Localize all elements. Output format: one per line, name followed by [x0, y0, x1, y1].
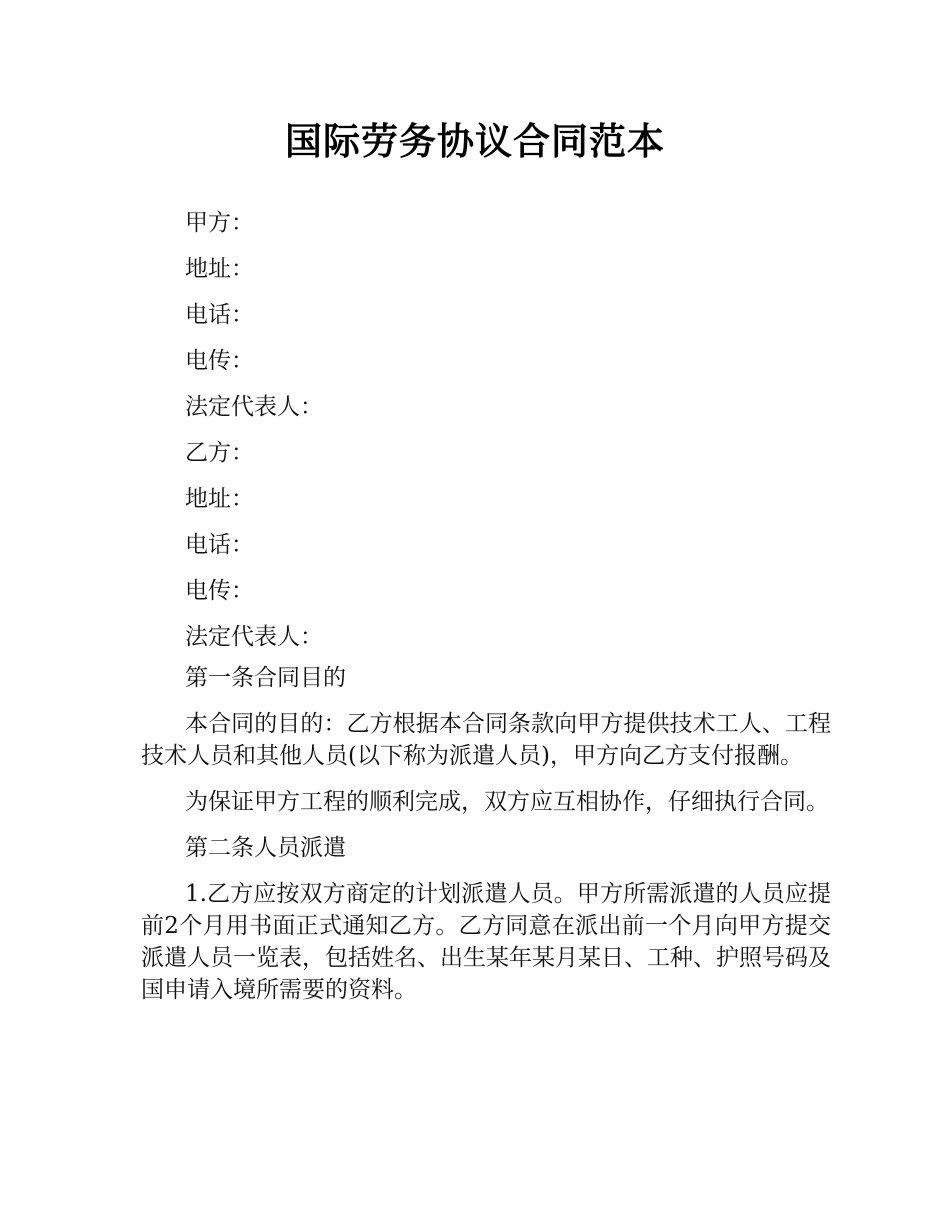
article-1-paragraph-1: 本合同的目的：乙方根据本合同条款向甲方提供技术工人、工程技术人员和其他人员(以下称为派遣人员)，甲方向乙方支付报酬。: [141, 711, 831, 769]
party-b-address-label: 地址：: [185, 486, 254, 512]
party-b-phone-label: 电话：: [185, 532, 254, 558]
party-a-address-label: 地址：: [185, 256, 254, 282]
party-b-fax-label: 电传：: [185, 578, 254, 604]
party-a-legal-rep-label: 法定代表人：: [185, 394, 323, 420]
party-a-fax-label: 电传：: [185, 348, 254, 374]
article-2-paragraph-1: 1.乙方应按双方商定的计划派遣人员。甲方所需派遣的人员应提前2个月用书面正式通知乙方。乙方同意在派出前一个月向甲方提交派遣人员一览表，包括姓名、出生某年某月某日、工种、护照号码及国申请入境所需要的资料。: [141, 881, 831, 1003]
article-1-paragraph-2: 为保证甲方工程的顺利完成，双方应互相协作，仔细执行合同。: [185, 789, 829, 815]
document-body: [141, 200, 831, 1020]
article-2-heading: 第二条人员派遣: [185, 835, 346, 861]
party-b-name-label: 乙方：: [185, 440, 254, 466]
article-1-heading: 第一条合同目的: [185, 665, 346, 691]
party-a-name-label: 甲方：: [185, 210, 254, 236]
party-b-legal-rep-label: 法定代表人：: [185, 624, 323, 650]
party-a-phone-label: 电话：: [185, 302, 254, 328]
document-title: 国际劳务协议合同范本: [285, 120, 665, 163]
